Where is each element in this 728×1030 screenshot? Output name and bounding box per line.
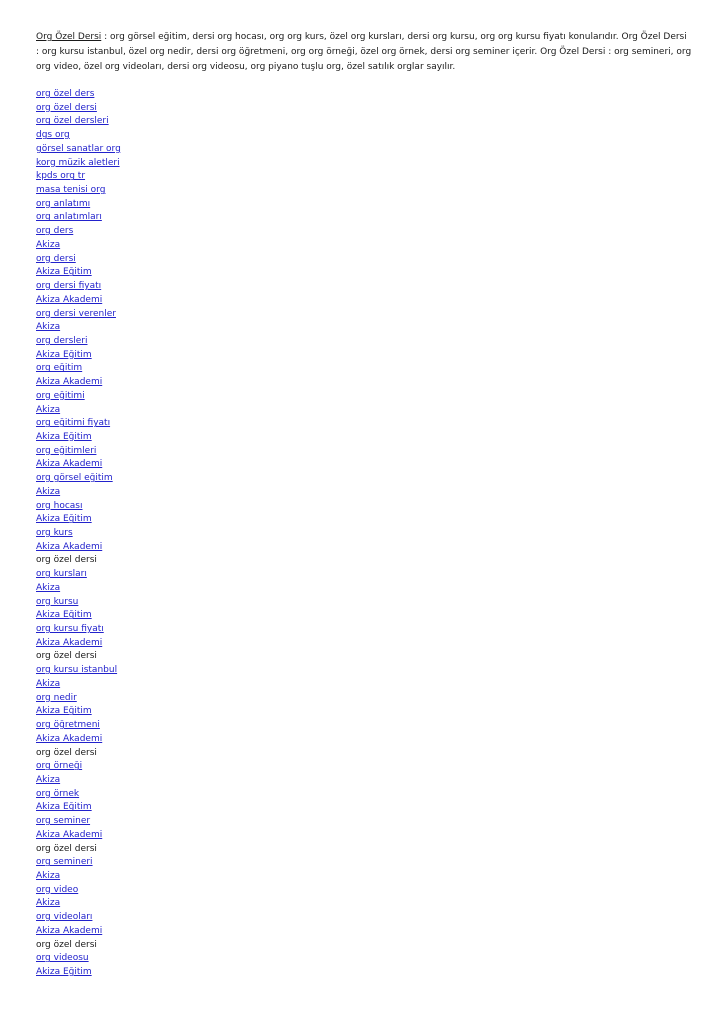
- keyword-link[interactable]: org özel dersleri: [36, 116, 109, 127]
- list-item: [36, 458, 692, 472]
- list-item: [36, 349, 692, 363]
- list-item: [36, 431, 692, 445]
- keyword-link[interactable]: org videoları: [36, 912, 93, 923]
- keyword-link[interactable]: org anlatımları: [36, 212, 102, 223]
- list-item: [36, 211, 692, 225]
- keyword-link[interactable]: org örneği: [36, 761, 83, 772]
- list-item: [36, 541, 692, 555]
- keyword-link[interactable]: Akiza Eğitim: [36, 267, 92, 278]
- list-item: [36, 115, 692, 129]
- keyword-link[interactable]: org özel ders: [36, 89, 95, 99]
- list-item: [36, 760, 692, 774]
- list-item: [36, 294, 692, 308]
- list-item: [36, 308, 692, 322]
- keyword-link[interactable]: Akiza: [36, 870, 61, 881]
- list-item: [36, 527, 692, 541]
- list-item: [36, 925, 692, 939]
- list-item: [36, 225, 692, 239]
- keyword-link[interactable]: org kursu fiyatı: [36, 624, 104, 635]
- keyword-link[interactable]: Akiza: [36, 404, 61, 415]
- list-item: [36, 747, 692, 761]
- keyword-link[interactable]: org örnek: [36, 788, 80, 799]
- keyword-text: org özel dersi: [36, 747, 97, 758]
- list-item: [36, 774, 692, 788]
- keyword-text: org özel dersi: [36, 939, 97, 950]
- keyword-link[interactable]: kpds org tr: [36, 171, 86, 182]
- keyword-link[interactable]: org ders: [36, 226, 74, 237]
- keyword-link[interactable]: org semineri: [36, 857, 93, 868]
- keyword-link[interactable]: Akiza Akademi: [36, 637, 103, 648]
- list-item: [36, 897, 692, 911]
- list-item: [36, 788, 692, 802]
- keyword-link[interactable]: org eğitimi: [36, 390, 85, 401]
- list-item: [36, 157, 692, 171]
- keyword-link[interactable]: Akiza Eğitim: [36, 706, 92, 717]
- keyword-link[interactable]: Akiza Akademi: [36, 459, 103, 470]
- list-item: [36, 170, 692, 184]
- keyword-link[interactable]: masa tenisi org: [36, 185, 106, 196]
- list-item: [36, 911, 692, 925]
- keyword-link[interactable]: Akiza Eğitim: [36, 967, 92, 977]
- keyword-link[interactable]: org videosu: [36, 953, 89, 964]
- keyword-link[interactable]: org kursu istanbul: [36, 665, 118, 676]
- list-item: [36, 623, 692, 637]
- keyword-link[interactable]: org video: [36, 884, 79, 895]
- keyword-link[interactable]: Akiza: [36, 774, 61, 785]
- keyword-link[interactable]: org görsel eğitim: [36, 473, 113, 484]
- keyword-link[interactable]: Akiza Akademi: [36, 377, 103, 388]
- keyword-link[interactable]: Akiza: [36, 582, 61, 593]
- list-item: [36, 513, 692, 527]
- list-item: [36, 582, 692, 596]
- keyword-link[interactable]: Akiza Eğitim: [36, 802, 92, 813]
- keyword-link[interactable]: dgs org: [36, 130, 70, 141]
- keyword-link[interactable]: org anlatımı: [36, 198, 91, 209]
- list-item: [36, 705, 692, 719]
- list-item: [36, 184, 692, 198]
- list-item: [36, 637, 692, 651]
- keyword-link[interactable]: Akiza Akademi: [36, 294, 103, 305]
- list-item: [36, 815, 692, 829]
- keyword-link-list: [36, 88, 692, 980]
- list-item: [36, 692, 692, 706]
- keyword-link[interactable]: Akiza: [36, 239, 61, 250]
- keyword-link[interactable]: org eğitimi fiyatı: [36, 418, 111, 429]
- keyword-link[interactable]: Akiza Eğitim: [36, 610, 92, 621]
- list-item: [36, 417, 692, 431]
- list-item: [36, 376, 692, 390]
- list-item: [36, 102, 692, 116]
- list-item: [36, 719, 692, 733]
- list-item: [36, 829, 692, 843]
- keyword-link[interactable]: org seminer: [36, 816, 91, 827]
- intro-text: : org görsel eğitim, dersi org hocası, org org kurs, özel org kursları, dersi org kursu, org org kursu fiyatı konularıdır. Org Özel Dersi : org kursu istanbul, özel org nedir, dersi org öğretmeni, org org örneği, özel org örnek, dersi org seminer içerir. Org Özel Dersi : org semineri, org org video, özel org videoları, dersi org videosu, org piyano tuşlu org, özel satılık orglar sayılır.: [36, 32, 692, 72]
- keyword-link[interactable]: Akiza Eğitim: [36, 514, 92, 525]
- list-item: [36, 253, 692, 267]
- list-item: [36, 939, 692, 953]
- keyword-link[interactable]: Akiza Akademi: [36, 829, 103, 840]
- list-item: [36, 239, 692, 253]
- keyword-text: org özel dersi: [36, 555, 97, 566]
- keyword-link[interactable]: org özel dersi: [36, 102, 97, 113]
- keyword-link[interactable]: org öğretmeni: [36, 720, 100, 731]
- list-item: [36, 500, 692, 514]
- list-item: [36, 801, 692, 815]
- list-item: [36, 650, 692, 664]
- keyword-link[interactable]: org eğitimleri: [36, 445, 97, 456]
- keyword-link[interactable]: org dersi: [36, 253, 76, 264]
- list-item: [36, 445, 692, 459]
- keyword-link[interactable]: org kurs: [36, 528, 73, 538]
- list-item: [36, 88, 692, 102]
- list-item: [36, 280, 692, 294]
- keyword-link[interactable]: org kursu: [36, 596, 79, 607]
- keyword-link[interactable]: Akiza Eğitim: [36, 349, 92, 360]
- list-item: [36, 321, 692, 335]
- list-item: [36, 472, 692, 486]
- keyword-link[interactable]: Akiza: [36, 678, 61, 689]
- keyword-link[interactable]: org kursları: [36, 569, 87, 580]
- list-item: [36, 266, 692, 280]
- list-item: [36, 554, 692, 568]
- list-item: [36, 843, 692, 857]
- list-item: [36, 129, 692, 143]
- keyword-link[interactable]: Akiza: [36, 486, 61, 497]
- keyword-link[interactable]: org hocası: [36, 500, 83, 511]
- intro-title-link[interactable]: Org Özel Dersi: [36, 32, 102, 42]
- list-item: [36, 609, 692, 623]
- keyword-link[interactable]: görsel sanatlar org: [36, 143, 121, 154]
- keyword-link[interactable]: org eğitim: [36, 363, 83, 374]
- list-item: [36, 884, 692, 898]
- list-item: [36, 143, 692, 157]
- list-item: [36, 870, 692, 884]
- list-item: [36, 596, 692, 610]
- keyword-text: org özel dersi: [36, 843, 97, 854]
- document-page: [36, 30, 692, 980]
- keyword-link[interactable]: Akiza Eğitim: [36, 431, 92, 442]
- intro-paragraph: [36, 30, 692, 75]
- list-item: [36, 486, 692, 500]
- list-item: [36, 390, 692, 404]
- list-item: [36, 856, 692, 870]
- keyword-link[interactable]: korg müzik aletleri: [36, 157, 120, 168]
- list-item: [36, 404, 692, 418]
- list-item: [36, 952, 692, 966]
- keyword-link[interactable]: Akiza Akademi: [36, 541, 103, 552]
- list-item: [36, 335, 692, 349]
- keyword-link[interactable]: org dersi fiyatı: [36, 281, 102, 292]
- list-item: [36, 678, 692, 692]
- list-item: [36, 966, 692, 980]
- keyword-link[interactable]: Akiza: [36, 322, 61, 333]
- list-item: [36, 568, 692, 582]
- keyword-link[interactable]: org dersleri: [36, 335, 88, 346]
- keyword-link[interactable]: org dersi verenler: [36, 308, 116, 319]
- list-item: [36, 664, 692, 678]
- keyword-link[interactable]: org nedir: [36, 692, 77, 703]
- keyword-link[interactable]: Akiza: [36, 898, 61, 909]
- list-item: [36, 198, 692, 212]
- keyword-link[interactable]: Akiza Akademi: [36, 925, 103, 936]
- keyword-text: org özel dersi: [36, 651, 97, 662]
- keyword-link[interactable]: Akiza Akademi: [36, 733, 103, 744]
- list-item: [36, 362, 692, 376]
- list-item: [36, 733, 692, 747]
